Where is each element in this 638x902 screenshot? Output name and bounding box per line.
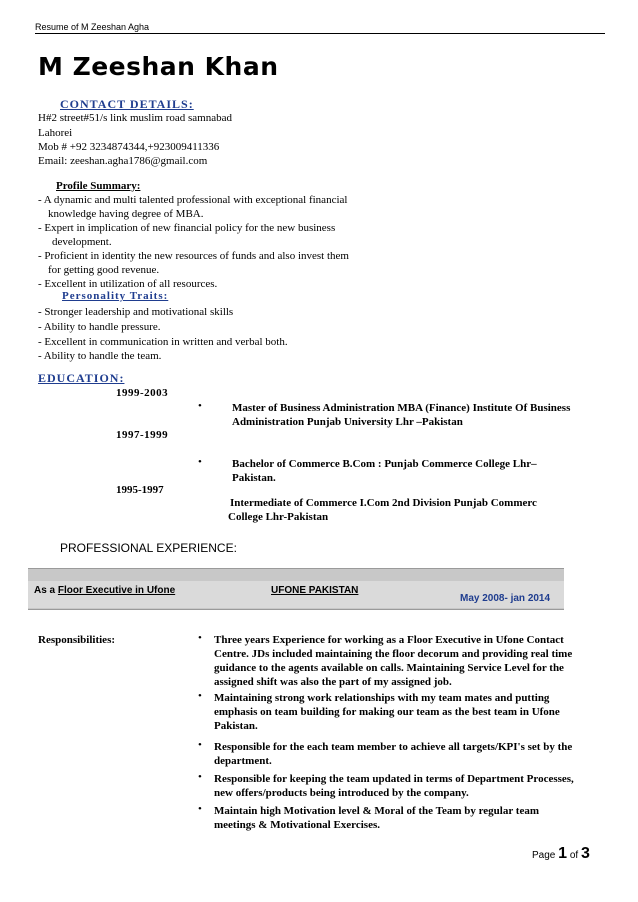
profile-heading: Profile Summary: xyxy=(56,180,141,192)
bullet-icon: • xyxy=(198,739,202,751)
profile-line: knowledge having degree of MBA. xyxy=(48,208,204,220)
responsibilities-label: Responsibilities: xyxy=(38,634,116,646)
education-item-line: Intermediate of Commerce I.Com 2nd Division Punjab Commerc xyxy=(230,497,537,509)
responsibility-line: meetings & Motivational Exercises. xyxy=(214,819,380,831)
page-total: 3 xyxy=(580,845,590,862)
education-year: 1999-2003 xyxy=(116,387,169,399)
trait-line: - Ability to handle the team. xyxy=(38,350,162,362)
responsibility-line: Pakistan. xyxy=(214,720,258,732)
bullet-icon: • xyxy=(198,690,202,702)
bullet-icon: • xyxy=(198,771,202,783)
responsibility-line: Maintain high Motivation level & Moral of the Team by regular team xyxy=(214,805,539,817)
profile-line: - Expert in implication of new financial policy for the new business xyxy=(38,222,336,234)
bullet-icon: • xyxy=(198,456,202,468)
contact-mobile: Mob # +92 3234874344,+923009411336 xyxy=(38,141,220,153)
job-period: May 2008- jan 2014 xyxy=(460,593,551,604)
responsibility-line: assigned shift was also the part of my assigned job. xyxy=(214,676,452,688)
responsibility-line: emphasis on team building for making our team as the best team in Ufone xyxy=(214,706,560,718)
responsibility-line: new offers/products being introduced by the company. xyxy=(214,787,469,799)
responsibility-line: Centre. JDs included maintaining the floor decorum and providing real time xyxy=(214,648,573,660)
contact-email: Email: zeeshan.agha1786@gmail.com xyxy=(38,155,208,167)
page-word: Page xyxy=(532,850,556,861)
applicant-name: M Zeeshan Khan xyxy=(38,52,279,81)
responsibility-line: department. xyxy=(214,755,272,767)
running-header: Resume of M Zeeshan Agha xyxy=(35,22,150,32)
education-item-line: Pakistan. xyxy=(232,472,276,484)
company-name: UFONE PAKISTAN xyxy=(271,585,359,596)
page-current: 1 xyxy=(558,845,568,862)
responsibility-line: Maintaining strong work relationships with my team mates and putting xyxy=(214,692,550,704)
bullet-icon: • xyxy=(198,632,202,644)
education-year: 1995-1997 xyxy=(116,484,164,496)
bullet-icon: • xyxy=(198,803,202,815)
contact-heading: CONTACT DETAILS: xyxy=(60,97,194,111)
education-item-line: Administration Punjab University Lhr –Pakistan xyxy=(232,416,463,428)
header-rule xyxy=(35,33,605,34)
trait-line: - Excellent in communication in written and verbal both. xyxy=(38,336,288,348)
trait-line: - Stronger leadership and motivational skills xyxy=(38,306,234,318)
job-title-cell xyxy=(34,585,175,596)
page-number xyxy=(532,845,590,863)
responsibility-line: Responsible for the each team member to achieve all targets/KPI's set by the xyxy=(214,741,573,753)
contact-city: Lahorei xyxy=(38,127,73,139)
education-heading: EDUCATION: xyxy=(38,371,125,385)
profile-line: development. xyxy=(52,236,112,248)
bullet-icon: • xyxy=(198,400,202,412)
education-item-line: College Lhr-Pakistan xyxy=(228,511,329,523)
of-word: of xyxy=(569,850,579,861)
profile-line: - A dynamic and multi talented professional with exceptional financial xyxy=(38,194,348,206)
responsibility-line: Responsible for keeping the team updated in terms of Department Processes, xyxy=(214,773,574,785)
experience-heading: PROFESSIONAL EXPERIENCE: xyxy=(60,541,237,555)
education-item-line: Master of Business Administration MBA (Finance) Institute Of Business xyxy=(232,402,571,414)
trait-line: - Ability to handle pressure. xyxy=(38,321,161,333)
education-year: 1997-1999 xyxy=(116,429,169,441)
responsibility-line: guidance to the agents available on calls. Maintaining Service Level for the xyxy=(214,662,564,674)
job-prefix: As a xyxy=(34,585,58,596)
profile-line: - Excellent in utilization of all resources. xyxy=(38,278,218,290)
responsibility-line: Three years Experience for working as a Floor Executive in Ufone Contact xyxy=(214,634,564,646)
contact-address: H#2 street#51/s link muslim road samnabad xyxy=(38,112,232,124)
education-item-line: Bachelor of Commerce B.Com : Punjab Commerce College Lhr– xyxy=(232,458,537,470)
personality-heading: Personality Traits: xyxy=(62,290,169,302)
profile-line: for getting good revenue. xyxy=(48,264,160,276)
profile-line: - Proficient in identity the new resources of funds and also invest them xyxy=(38,250,349,262)
job-title: Floor Executive in Ufone xyxy=(57,585,176,596)
